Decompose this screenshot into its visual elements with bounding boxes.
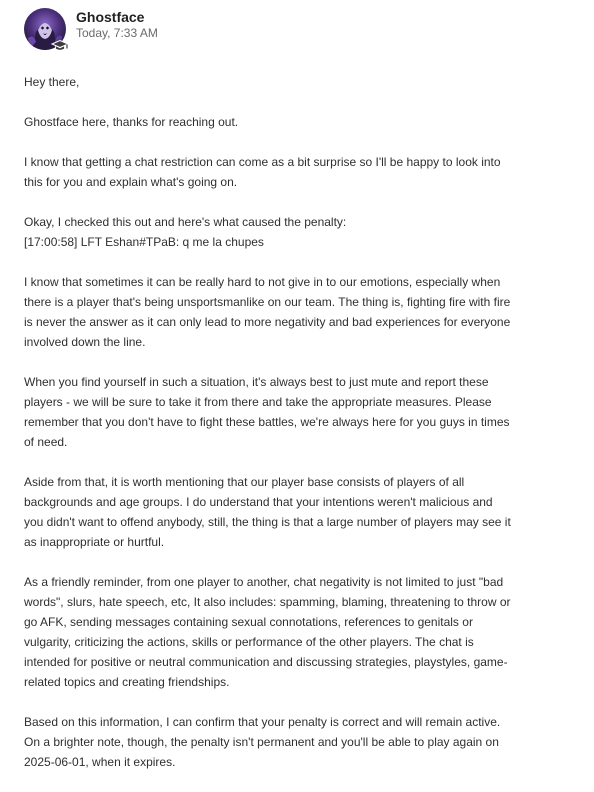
message-paragraph: When you find yourself in such a situation, it's always best to just mute and report these players - we will be sure to take it from there and take the appropriate measures. Please remember that you don't have to fight these battles, we're always here for you guys in times of need. [24,375,510,449]
graduation-cap-icon [51,39,69,53]
message-paragraph: I know that sometimes it can be really hard to not give in to our emotions, especially when there is a player that's being unsportsmanlike on our team. The thing is, fighting fire with fire is never the answer as it can only lead to more negativity and bad experiences for everyone involved down the line. [24,275,511,349]
message-paragraph: Ghostface here, thanks for reaching out. [24,115,239,129]
message-timestamp: Today, 7:33 AM [76,26,158,40]
message-paragraph: Hey there, [24,75,80,89]
author-name: Ghostface [76,9,145,25]
message-body [24,72,528,792]
message-paragraph: Okay, I checked this out and here's what caused the penalty: [17:00:58] LFT Eshan#TPaB: q me la chupes [24,215,347,249]
message-paragraph: I know that getting a chat restriction can come as a bit surprise so I'll be happy to look into this for you and explain what's going on. [24,155,501,189]
message-header [24,8,564,56]
message-paragraph: Aside from that, it is worth mentioning that our player base consists of players of all backgrounds and age groups. I do understand that your intentions weren't malicious and you didn't want to offend anybody, still, the thing is that a large number of players may see it as inappropriate or hurtful. [24,475,511,549]
message-paragraph: Based on this information, I can confirm that your penalty is correct and will remain active. On a brighter note, though, the penalty isn't permanent and you'll be able to play again on 2025-06-01, when it expires. [24,715,501,769]
message-paragraph: As a friendly reminder, from one player to another, chat negativity is not limited to just "bad words", slurs, hate speech, etc, It also includes: spamming, blaming, threatening to throw or go AFK, sending messages containing sexual connotations, references to genitals or vulgarity, criticizing the actions, skills or performance of the other players. The chat is intended for positive or neutral communication and discussing strategies, playstyles, game- related topics and creating friendships. [24,575,511,689]
